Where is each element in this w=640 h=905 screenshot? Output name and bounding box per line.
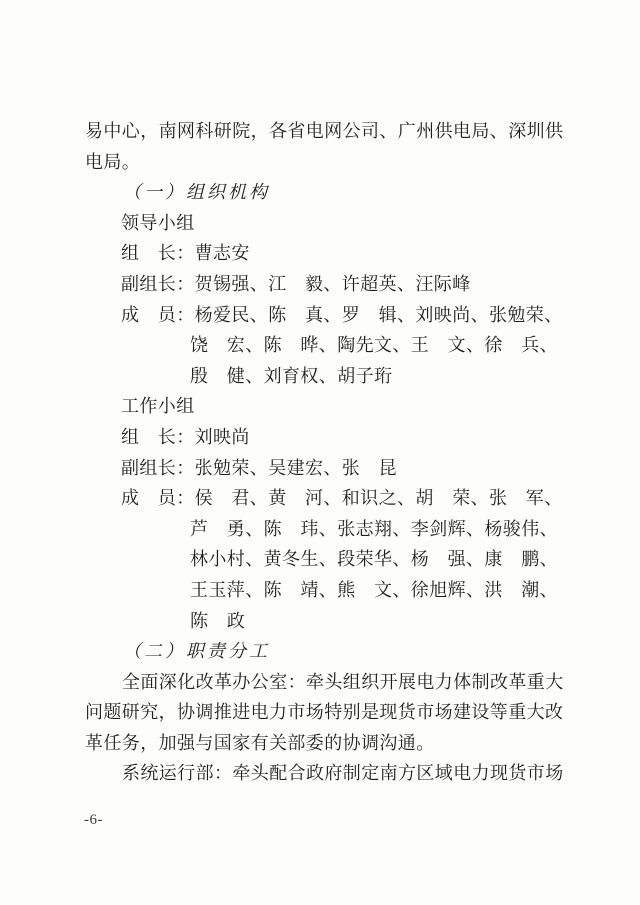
role-line-deputy: 副组长：贺锡强、江 毅、许超英、汪际峰: [121, 273, 471, 294]
member-list-continuation: 王玉萍、陈 靖、熊 文、徐旭辉、洪 潮、: [190, 579, 558, 600]
member-list-continuation: 陈 政: [190, 610, 246, 631]
member-list-continuation: 芦 勇、陈 玮、张志翔、李剑辉、杨骏伟、: [190, 518, 558, 539]
member-list-continuation: 殷 健、刘育权、胡子珩: [190, 365, 393, 386]
doc-line-body-wrap: 易中心，南网科研院，各省电网公司、广州供电局、深圳供: [85, 121, 564, 141]
page-number: -6-: [84, 812, 103, 828]
role-line-members: 成 员：侯 君、黄 河、和识之、胡 荣、张 军、: [121, 488, 563, 509]
role-line-members: 成 员：杨爱民、陈 真、罗 辑、刘映尚、张勉荣、: [121, 304, 563, 325]
group-title-working: 工作小组: [121, 396, 195, 417]
group-title-leading: 领导小组: [121, 212, 195, 233]
member-list-continuation: 林小村、黄冬生、段荣华、杨 强、康 鹏、: [190, 549, 558, 570]
section-heading-1: （一）组织机构: [123, 182, 270, 203]
section-heading-2: （二）职责分工: [123, 641, 270, 662]
member-list-continuation: 饶 宏、陈 晔、陶先文、王 文、徐 兵、: [190, 335, 558, 356]
role-line-deputy: 副组长：张勉荣、吴建宏、张 昆: [121, 457, 397, 478]
paragraph-wrap-line: 革任务，加强与国家有关部委的协调沟通。: [85, 732, 435, 753]
role-line-leader: 组 长：刘映尚: [121, 426, 250, 447]
paragraph-wrap-line: 问题研究，协调推进电力市场特别是现货市场建设等重大改: [85, 702, 564, 723]
doc-line-body-wrap: 电局。: [85, 151, 141, 172]
paragraph-first-line: 系统运行部：牵头配合政府制定南方区域电力现货市场: [122, 763, 564, 784]
role-line-leader: 组 长：曹志安: [121, 243, 250, 264]
paragraph-first-line: 全面深化改革办公室：牵头组织开展电力体制改革重大: [122, 671, 564, 692]
